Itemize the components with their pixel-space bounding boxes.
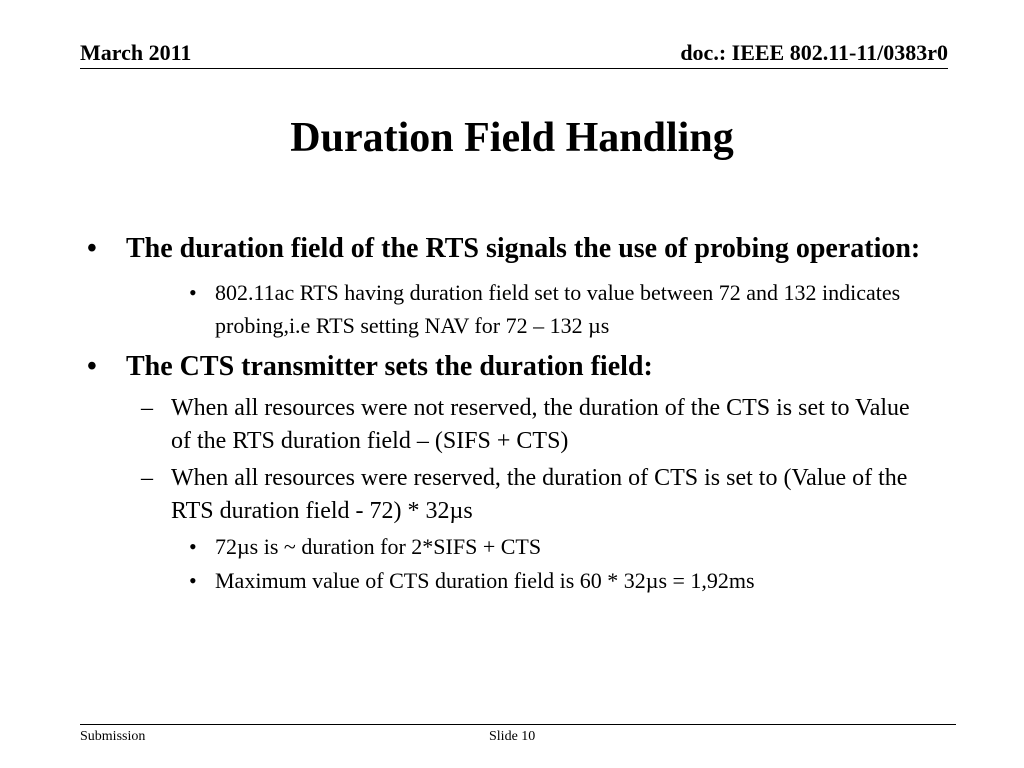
dash-marker: –	[141, 465, 153, 491]
bullet-dot: •	[87, 351, 97, 382]
bullet-dot: •	[189, 534, 197, 559]
bullet-text: 72µs is ~ duration for 2*SIFS + CTS	[215, 534, 542, 559]
slide-title: Duration Field Handling	[290, 115, 734, 161]
bullet-text: The duration field of the RTS signals the use of probing operation:	[126, 233, 921, 264]
bullet-dot: •	[87, 233, 97, 264]
bullet-level1-rts-probing	[87, 228, 956, 270]
bullet-sub-rts-duration-range	[189, 276, 955, 342]
bullet-dot: •	[189, 280, 197, 305]
dash-text: When all resources were reserved, the duration of CTS is set to (Value of the RTS duration field - 72) * 32µs	[171, 465, 908, 524]
bullet-sub-72us	[189, 532, 955, 562]
bullet-text: 802.11ac RTS having duration field set to value between 72 and 132 indicates probing,i.e RTS setting NAV for 72 – 132 µs	[215, 280, 901, 338]
dash-item-reserved	[141, 462, 931, 528]
dash-item-not-reserved	[141, 392, 931, 458]
header-divider	[80, 68, 948, 69]
header-date: March 2011	[80, 40, 192, 65]
bullet-dot: •	[189, 568, 197, 593]
bullet-level1-cts-duration	[87, 346, 956, 388]
header-doc-id: doc.: IEEE 802.11-11/0383r0	[680, 40, 948, 65]
slide-body	[0, 228, 1024, 596]
footer-submission: Submission	[80, 729, 146, 744]
dash-text: When all resources were not reserved, the duration of the CTS is set to Value of the RTS duration field – (SIFS + CTS)	[171, 395, 910, 454]
dash-marker: –	[141, 395, 153, 421]
bullet-text: The CTS transmitter sets the duration field:	[126, 351, 653, 382]
footer-divider	[80, 724, 956, 725]
slide-number: Slide 10	[489, 729, 536, 744]
bullet-sub-max-value	[189, 566, 955, 596]
bullet-text: Maximum value of CTS duration field is 60 * 32µs = 1,92ms	[215, 568, 755, 593]
